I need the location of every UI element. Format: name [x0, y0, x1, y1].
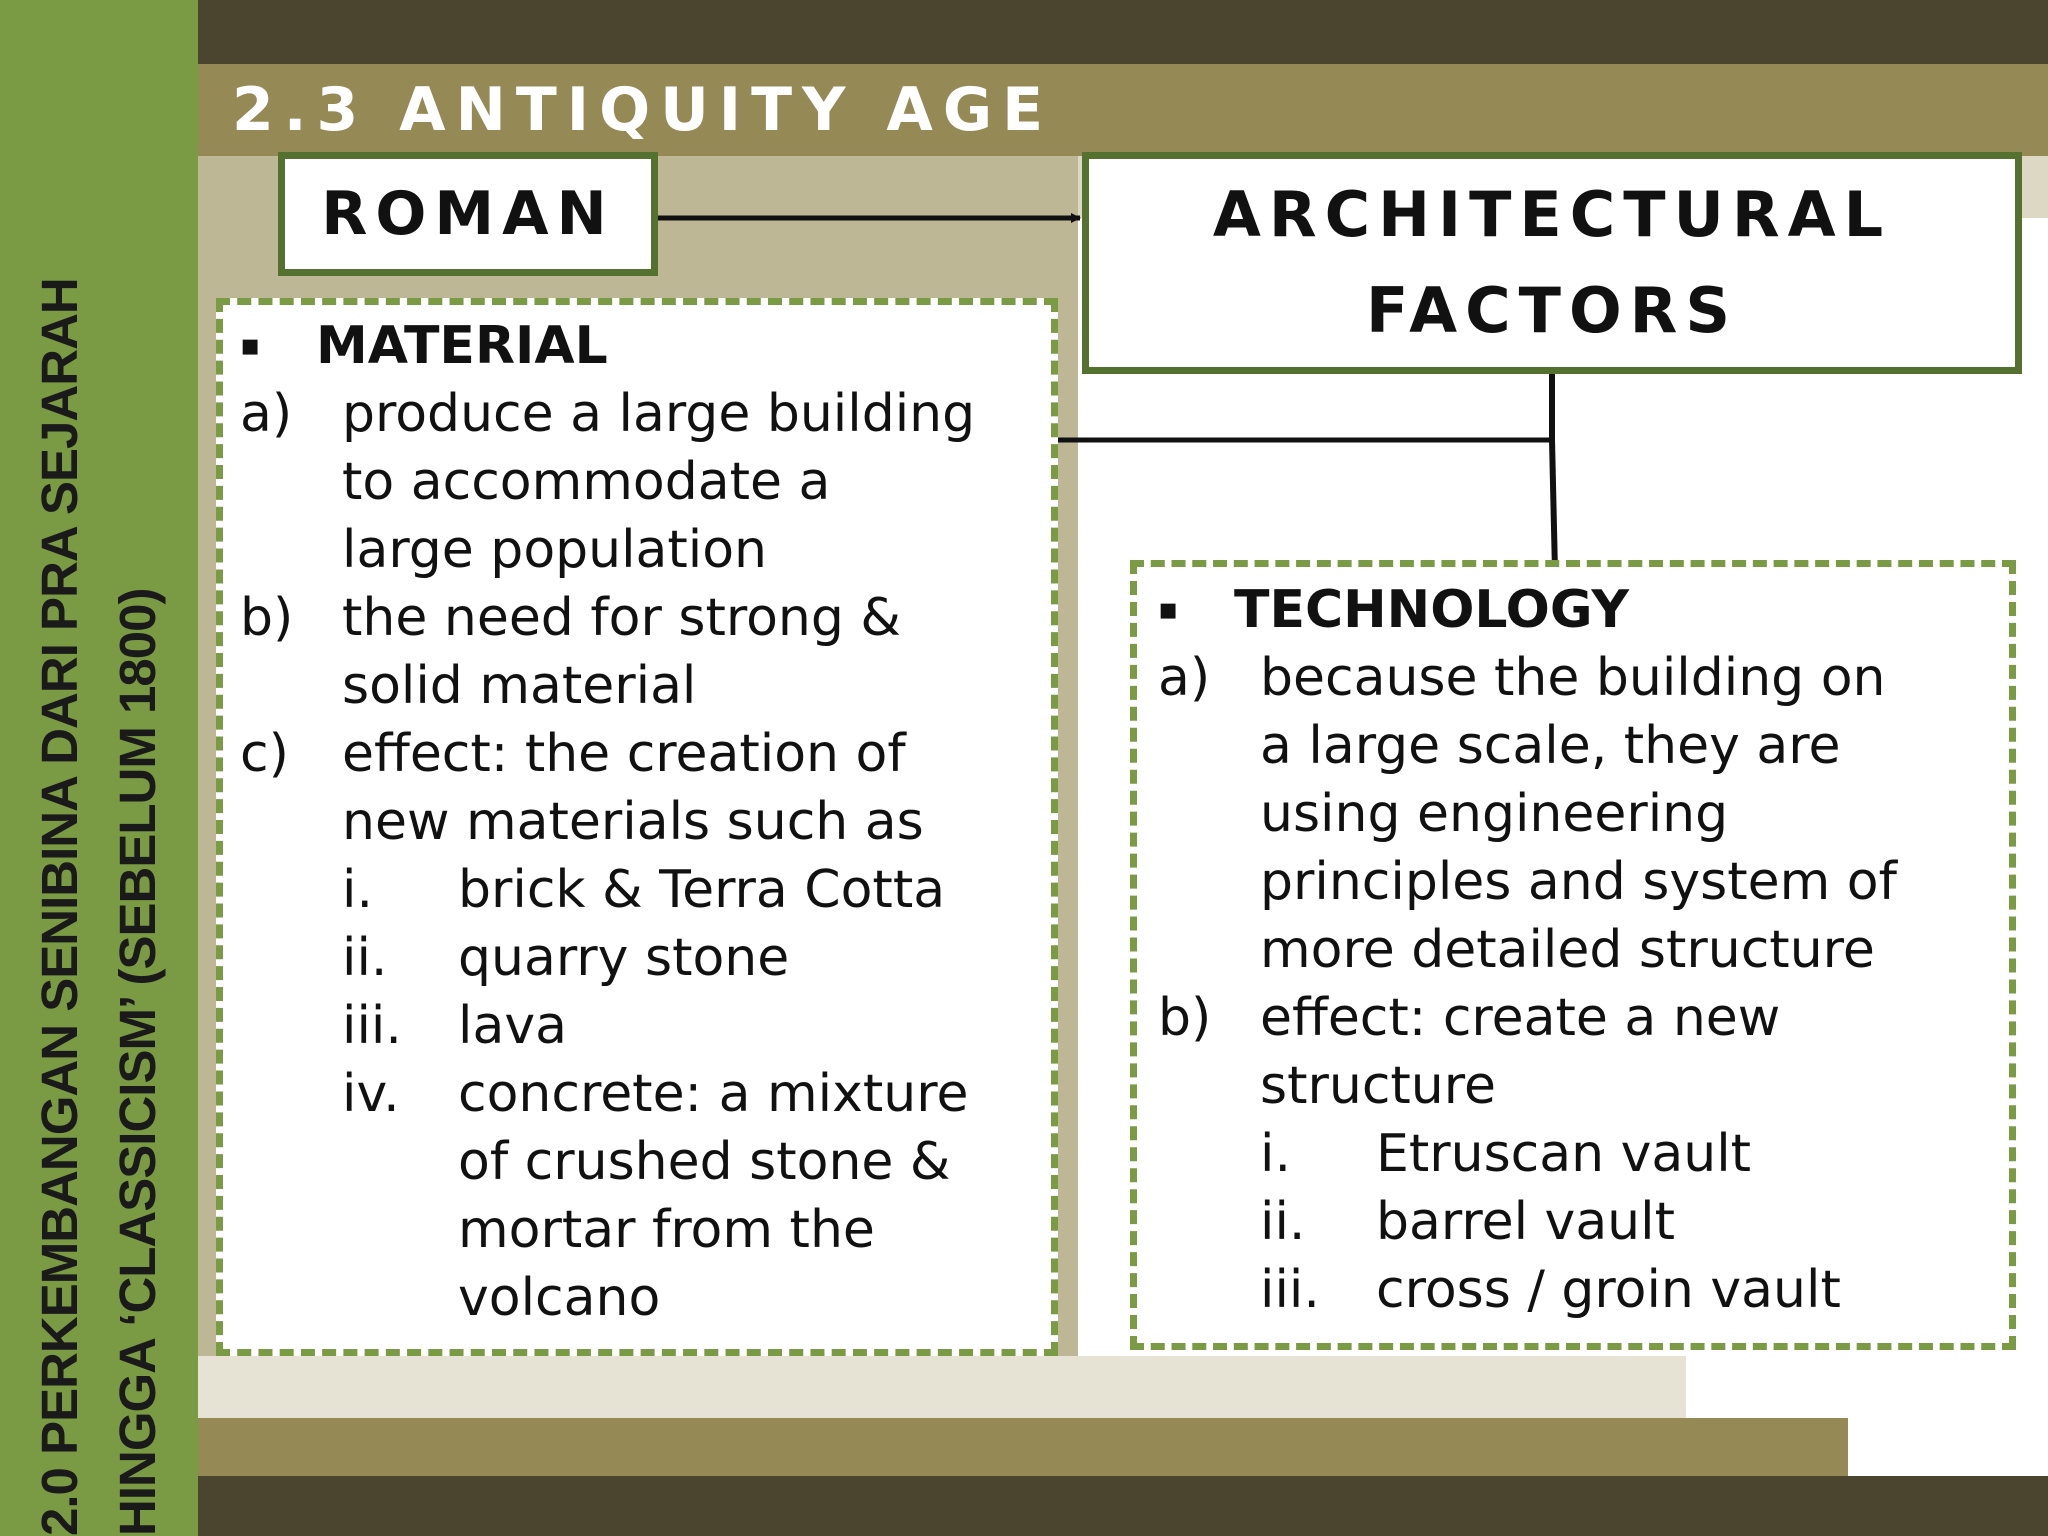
technology-heading: TECHNOLOGY — [1234, 580, 1630, 640]
technology-content — [1158, 576, 1998, 1324]
technology-subitem-label: i. — [1260, 1124, 1291, 1184]
list-item — [1158, 984, 1998, 1052]
material-item-label: c) — [240, 724, 289, 784]
list-item — [240, 516, 1040, 584]
material-item-label: a) — [240, 384, 293, 444]
material-subitem-text: lava — [458, 996, 567, 1056]
technology-item-text: structure — [1260, 1056, 1496, 1116]
list-item — [240, 1264, 1040, 1332]
list-item — [240, 924, 1040, 992]
list-item — [240, 1128, 1040, 1196]
technology-item-text: principles and system of — [1260, 852, 1897, 912]
list-item — [240, 584, 1040, 652]
list-item — [1158, 712, 1998, 780]
list-item — [1158, 644, 1998, 712]
list-item — [1158, 916, 1998, 984]
material-heading: MATERIAL — [316, 316, 608, 376]
technology-item-text: a large scale, they are — [1260, 716, 1841, 776]
material-subitem-text: brick & Terra Cotta — [458, 860, 946, 920]
architectural-factors-line2: FACTORS — [1365, 274, 1739, 347]
technology-item-text: because the building on — [1260, 648, 1886, 708]
material-subitem-label: i. — [342, 860, 373, 920]
material-item-text: new materials such as — [342, 792, 924, 852]
material-subitem-label: iii. — [342, 996, 402, 1056]
list-item — [1158, 848, 1998, 916]
factors-to-technology-arrow — [1552, 440, 1555, 572]
list-item — [240, 1196, 1040, 1264]
material-bullet-icon: ▪ — [240, 328, 261, 363]
list-item — [240, 856, 1040, 924]
material-subitem-text: of crushed stone & — [458, 1132, 951, 1192]
technology-subitem-text: barrel vault — [1376, 1192, 1675, 1252]
technology-subitem-label: ii. — [1260, 1192, 1306, 1252]
list-item — [240, 788, 1040, 856]
technology-bullet-icon: ▪ — [1158, 592, 1179, 627]
list-item — [1158, 1256, 1998, 1324]
list-item — [240, 652, 1040, 720]
sidebar-title-line1: 2.0 PERKEMBANGAN SENIBINA DARI PRA SEJARAH — [31, 278, 88, 1536]
material-subitem-text: concrete: a mixture — [458, 1064, 969, 1124]
material-content — [240, 312, 1040, 1332]
technology-item-text: more detailed structure — [1260, 920, 1875, 980]
list-item — [1158, 1052, 1998, 1120]
technology-item-label: a) — [1158, 648, 1211, 708]
material-subitem-label: iv. — [342, 1064, 400, 1124]
list-item — [240, 448, 1040, 516]
material-item-text: effect: the creation of — [342, 724, 906, 784]
material-item-text: large population — [342, 520, 768, 580]
slide-title: 2.3 ANTIQUITY AGE — [232, 75, 1054, 145]
list-item — [1158, 780, 1998, 848]
architectural-factors-box — [1082, 152, 2022, 374]
list-item — [1158, 1120, 1998, 1188]
material-subitem-text: quarry stone — [458, 928, 790, 988]
list-item — [240, 380, 1040, 448]
technology-item-text: effect: create a new — [1260, 988, 1781, 1048]
list-item — [1158, 1188, 1998, 1256]
technology-subitem-label: iii. — [1260, 1260, 1320, 1320]
sidebar-title-line2: HINGGA ‘CLASSICISM’ (SEBELUM 1800) — [109, 588, 166, 1536]
material-subitem-text: volcano — [458, 1268, 661, 1328]
technology-item-label: b) — [1158, 988, 1212, 1048]
material-item-text: to accommodate a — [342, 452, 831, 512]
technology-subitem-text: Etruscan vault — [1376, 1124, 1752, 1184]
roman-box — [278, 152, 658, 276]
list-item — [240, 1060, 1040, 1128]
architectural-factors-line1: ARCHITECTURAL — [1212, 178, 1892, 251]
material-heading-row — [240, 312, 1040, 380]
material-subitem-text: mortar from the — [458, 1200, 875, 1260]
material-subitem-label: ii. — [342, 928, 388, 988]
technology-heading-row — [1158, 576, 1998, 644]
list-item — [240, 992, 1040, 1060]
roman-label: ROMAN — [321, 179, 615, 249]
material-item-label: b) — [240, 588, 294, 648]
list-item — [240, 720, 1040, 788]
material-item-text: solid material — [342, 656, 697, 716]
technology-subitem-text: cross / groin vault — [1376, 1260, 1841, 1320]
technology-item-text: using engineering — [1260, 784, 1729, 844]
material-item-text: the need for strong & — [342, 588, 901, 648]
material-item-text: produce a large building — [342, 384, 976, 444]
